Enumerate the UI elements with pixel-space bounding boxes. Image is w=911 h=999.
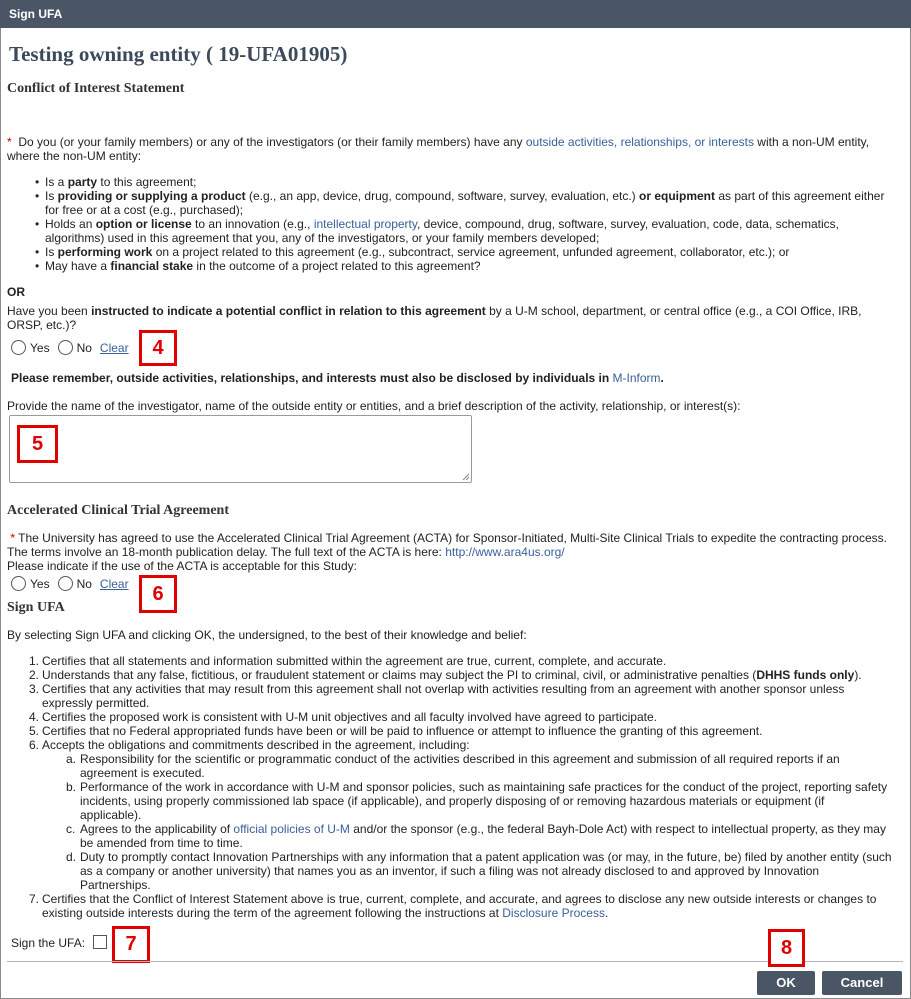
coi-heading: Conflict of Interest Statement — [7, 81, 185, 96]
coi-question: * Do you (or your family members) or any of the investigators (or their family members) have any outside activities, relationships, or interests with a non-UM entity, where the non-UM entity: — [7, 135, 870, 163]
clear-link[interactable]: Clear — [99, 341, 129, 355]
list-item: 7. Certifies that the Conflict of Interest Statement above is true, current, complete, and accurate, and agrees to disclose any new outside interests or changes to existing outside interests during the term of the agreement following the instructions at Disclosure Process. — [29, 892, 877, 920]
resize-handle-icon[interactable] — [462, 473, 470, 481]
coi-question-2: Have you been instructed to indicate a potential conflict in relation to this agreement by a U-M school, department, or central office (e.g., a COI Office, IRB, ORSP, etc.)? — [7, 304, 862, 332]
list-item: • Is providing or supplying a product (e.g., an app, device, drug, compound, software, survey, evaluation, etc.) or equipment as part of this agreement either — [7, 189, 902, 203]
acta-text: * The University has agreed to use the Accelerated Clinical Trial Agreement (ACTA) for Sponsor-Initiated, Multi-Site Clinical Trials to expedite the contracting process. The terms involve an 18-month publication delay. The full text of the ACTA is here: http://www.ara4us.org/ Please indicate if the use of the ACTA is acceptable for this Study: — [7, 531, 887, 573]
sign-heading: Sign UFA — [7, 600, 65, 615]
list-item: 4. Certifies the proposed work is consistent with U-M unit objectives and all faculty involved have agreed to participate. — [29, 710, 657, 724]
coi-radio-group — [11, 340, 129, 355]
callout-6: 6 — [139, 575, 177, 613]
list-item: 1. Certifies that all statements and information submitted within the agreement are true, current, complete, and accurate. — [29, 654, 667, 668]
sub-list — [42, 752, 895, 892]
official-policies-link[interactable]: official policies of U-M — [233, 822, 350, 836]
sign-ufa-label: Sign the UFA: — [11, 936, 86, 950]
page-title: Testing owning entity ( 19-UFA01905) — [9, 42, 348, 66]
m-inform-link[interactable]: M-Inform — [612, 371, 661, 385]
dialog-titlebar — [0, 0, 911, 28]
list-item: c. Agrees to the applicability of official policies of U-M and/or the sponsor (e.g., the federal Bayh-Dole Act) with respect to intellectual property, as they may be amended from time to time. — [66, 822, 886, 850]
no-label: No — [76, 577, 92, 591]
list-item: • May have a financial stake in the outcome of a project related to this agreement? — [7, 259, 902, 273]
list-item-continuation: algorithms) used in this agreement that you, any of the investigators, or your family members developed; — [45, 231, 600, 245]
yes-radio[interactable] — [11, 340, 26, 355]
no-radio[interactable] — [58, 576, 73, 591]
acta-link[interactable]: http://www.ara4us.org/ — [445, 545, 565, 559]
list-item: • Is performing work on a project related to this agreement (e.g., subcontract, service agreement, unfunded agreement, collaborator, etc.); or — [7, 245, 902, 259]
callout-5: 5 — [17, 425, 58, 463]
cancel-button[interactable]: Cancel — [822, 971, 902, 995]
list-item: 5. Certifies that no Federal appropriated funds have been or will be paid to influence or attempt to influence the granting of this agreement. — [29, 724, 763, 738]
reminder-text: Please remember, outside activities, relationships, and interests must also be disclosed by individuals in M-Inform. — [11, 371, 664, 385]
sign-intro: By selecting Sign UFA and clicking OK, the undersigned, to the best of their knowledge and belief: — [7, 628, 527, 642]
description-textarea[interactable] — [9, 415, 472, 483]
sign-ufa-checkbox[interactable] — [93, 935, 107, 949]
list-item: • Is a party to this agreement; — [7, 175, 902, 189]
yes-label: Yes — [30, 341, 50, 355]
disclosure-process-link[interactable]: Disclosure Process — [502, 906, 605, 920]
no-radio[interactable] — [58, 340, 73, 355]
ok-button[interactable]: OK — [757, 971, 815, 995]
yes-label: Yes — [30, 577, 50, 591]
callout-7: 7 — [112, 926, 150, 963]
coi-bullet-list — [7, 175, 902, 273]
or-label: OR — [7, 285, 25, 299]
no-label: No — [76, 341, 92, 355]
acta-heading: Accelerated Clinical Trial Agreement — [7, 503, 229, 518]
clear-link[interactable]: Clear — [99, 577, 129, 591]
list-item: a. Responsibility for the scientific or programmatic conduct of the activities described in this agreement and submission of all required reports if an agreement is executed. — [66, 752, 840, 780]
intellectual-property-link[interactable]: intellectual property — [313, 217, 417, 231]
acta-radio-group — [11, 576, 129, 591]
provide-label: Provide the name of the investigator, name of the outside entity or entities, and a brief description of the activity, relationship, or interest(s): — [7, 399, 741, 413]
certification-list — [0, 654, 895, 920]
list-item: d. Duty to promptly contact Innovation Partnerships with any information that a patent application was (or may, in the future, be) filed by another entity (such as a company or another university) that names you as an inventor, if such a filing was not already disclosed to and approved by Innovation Partnerships. — [66, 850, 892, 892]
list-item: 3. Certifies that any activities that may result from this agreement shall not overlap with activities resulting from an agreement with another sponsor unless expressly permitted. — [29, 682, 845, 710]
list-item-continuation: for free or at a cost (e.g., purchased); — [45, 203, 244, 217]
outside-activities-link[interactable]: outside activities, relationships, or interests — [525, 135, 754, 149]
list-item: • Holds an option or license to an innovation (e.g., intellectual property, device, compound, drug, software, survey, evaluation, code, data, schematics, — [7, 217, 902, 231]
dialog-title: Sign UFA — [9, 7, 63, 21]
list-item: 2. Understands that any false, fictitious, or fraudulent statement or claims may subject the PI to criminal, civil, or administrative penalties (DHHS funds only). — [29, 668, 862, 682]
required-marker: * — [7, 135, 12, 149]
callout-4: 4 — [139, 330, 177, 366]
list-item: b. Performance of the work in accordance with U-M and sponsor policies, such as maintaining safe practices for the conduct of the project, reporting safety incidents, using properly commissioned lab space (if applicable), and properly disposing of or removing hazardous materials or equipment (if applicable). — [66, 780, 888, 822]
callout-8: 8 — [768, 929, 805, 967]
yes-radio[interactable] — [11, 576, 26, 591]
list-item: 6. Accepts the obligations and commitments described in the agreement, including: a. Responsibility for the scientific or programmatic conduct of the activities described in this agreement and submission of all required reports if an agreement is executed. b. Performance of the work in accordance with U-M and sponsor policies, such as maintaining safe practices for the conduct of the project, reporting safety incidents, using properly commissioned lab space (if applicable), and properly disposing of or removing hazardous materials or equipment (if applicable). c. Agrees to the applicability of official policies of U-M and/or the sponsor (e.g., the federal Bayh-Dole Act) with respect to intellectual property, as they may be amended from time to time. d. Duty to promptly contact Innovation Partnerships with any information that a patent application was (or may, in the future, be) filed by another entity (such as a company or another university) that names you as an inventor, if such a filing was not already disclosed to and approved by Innovation Partnerships. — [0, 738, 895, 892]
sign-ufa-row — [11, 935, 107, 950]
